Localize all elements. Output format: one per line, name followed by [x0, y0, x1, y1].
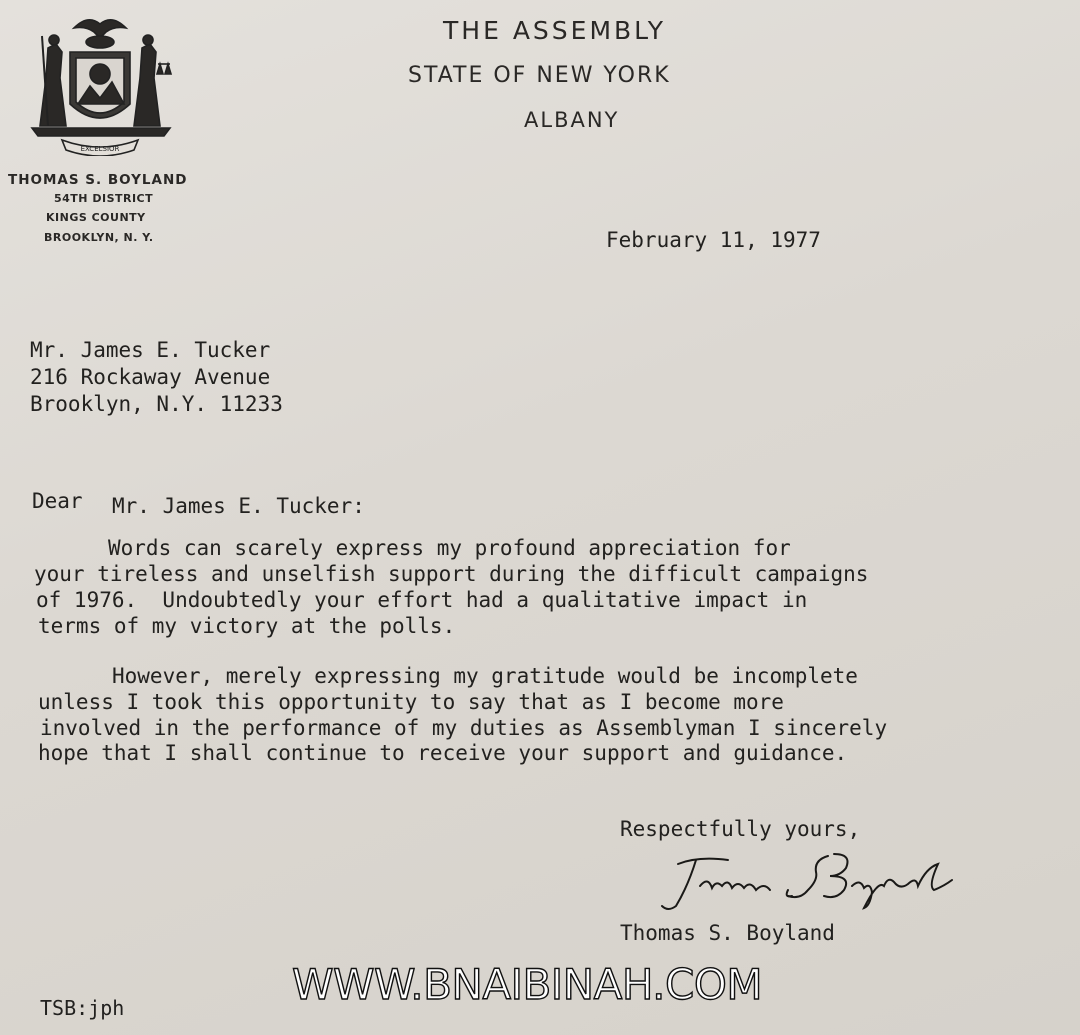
letterhead-title: THE ASSEMBLY — [443, 16, 667, 45]
body-paragraph-2-line: unless I took this opportunity to say that as I become more — [38, 690, 784, 714]
recipient-name: Mr. James E. Tucker — [30, 338, 271, 362]
salutation-name: Mr. James E. Tucker: — [112, 494, 365, 518]
letterhead-state: STATE OF NEW YORK — [408, 63, 671, 88]
closing: Respectfully yours, — [620, 817, 861, 841]
letterhead-city: ALBANY — [524, 108, 620, 132]
letter-date: February 11, 1977 — [606, 228, 821, 252]
body-paragraph-1-line: terms of my victory at the polls. — [38, 614, 456, 638]
salutation-dear: Dear — [32, 489, 83, 513]
body-paragraph-1-line: Words can scarely express my profound appreciation for — [108, 536, 791, 560]
seal-motto-text: EXCELSIOR — [80, 145, 120, 153]
handwritten-signature — [638, 846, 958, 916]
body-paragraph-2-line: hope that I shall continue to receive your support and guidance. — [38, 741, 848, 765]
sender-county: KINGS COUNTY — [46, 211, 146, 224]
body-paragraph-1-line: your tireless and unselfish support during the difficult campaigns — [34, 562, 869, 586]
sender-district: 54TH DISTRICT — [54, 192, 154, 205]
sender-name: THOMAS S. BOYLAND — [8, 172, 188, 188]
recipient-city: Brooklyn, N.Y. 11233 — [30, 392, 283, 416]
typist-initials: TSB:jph — [40, 996, 125, 1020]
body-paragraph-2-line: However, merely expressing my gratitude would be incomplete — [112, 664, 858, 688]
watermark-text: WWW.BNAIBINAH.COM — [292, 960, 763, 1009]
new-york-state-seal-icon — [26, 8, 176, 156]
body-paragraph-2-line: involved in the performance of my duties as Assemblyman I sincerely — [40, 716, 888, 740]
recipient-street: 216 Rockaway Avenue — [30, 365, 271, 389]
body-paragraph-1-line: of 1976. Undoubtedly your effort had a qualitative impact in — [36, 588, 808, 612]
sender-city: BROOKLYN, N. Y. — [44, 231, 154, 244]
signer-name: Thomas S. Boyland — [620, 921, 835, 945]
